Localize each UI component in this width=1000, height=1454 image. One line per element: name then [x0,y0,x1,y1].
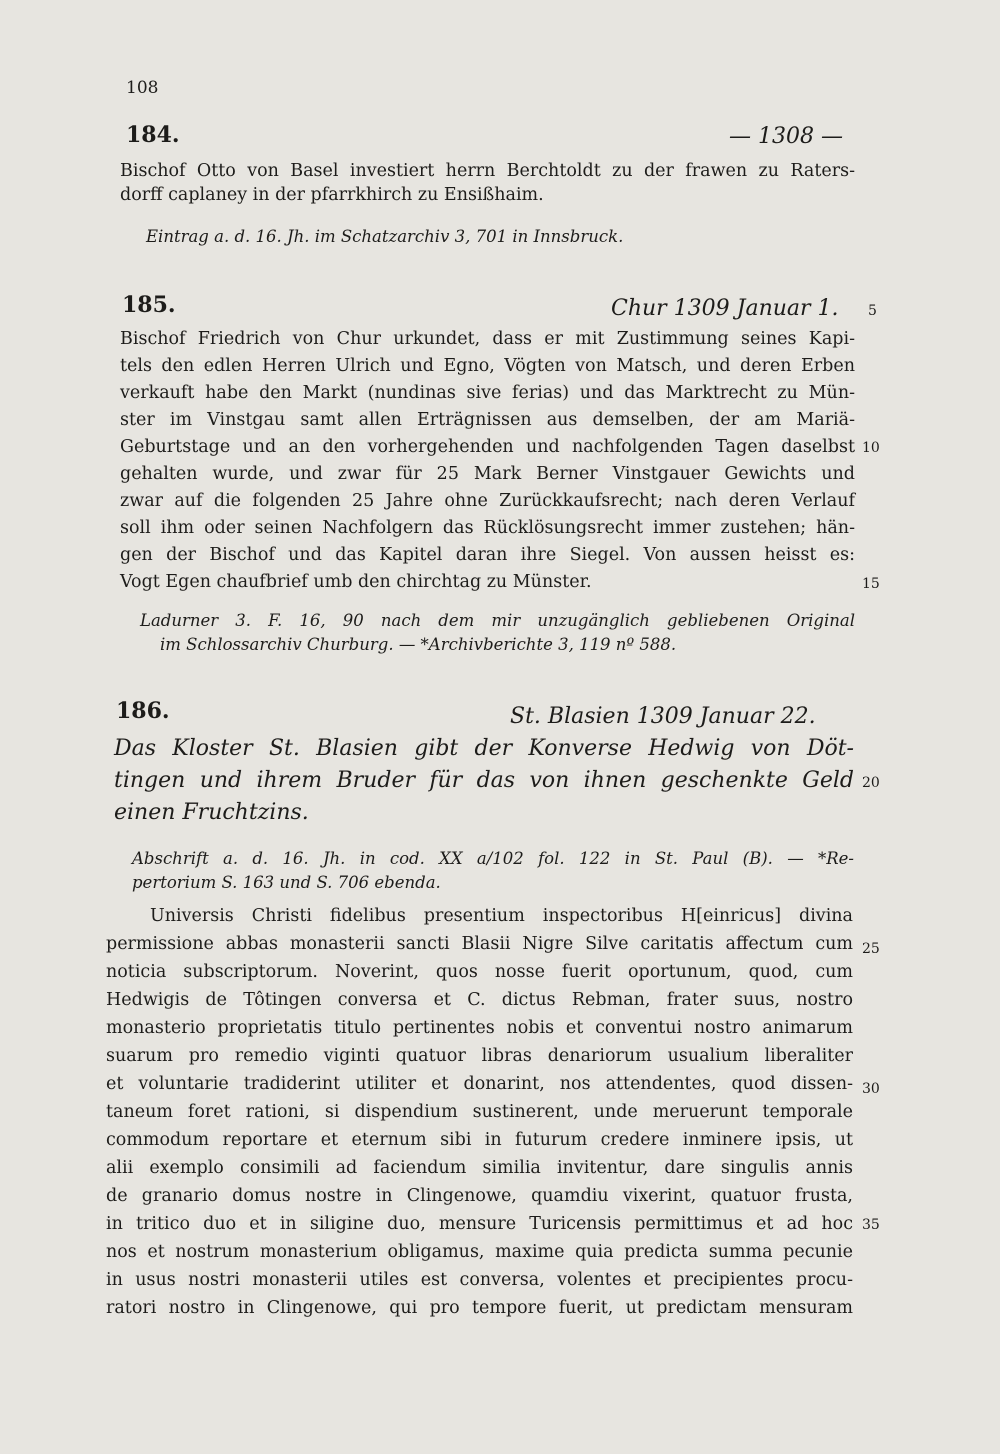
text-line: Geburtstage und an den vorhergehenden und nachfolgenden Tagen daselbst [120,437,855,457]
text-line: gehalten wurde, und zwar für 25 Mark Berner Vinstgauer Gewichts und [120,464,855,484]
source-line: Ladurner 3. F. 16, 90 nach dem mir unzugänglich gebliebenen Original [140,611,855,630]
text-line: verkauft habe den Markt (nundinas sive ferias) und das Marktrecht zu Mün- [120,383,855,403]
text-line: noticia subscriptorum. Noverint, quos nosse fuerit oportunum, quod, cum [106,962,853,982]
text-line: ratori nostro in Clingenowe, qui pro tempore fuerit, ut predictam mensuram [106,1298,853,1318]
text-line: taneum foret rationi, si dispendium sustinerent, unde meruerunt temporale [106,1102,853,1122]
text-line: permissione abbas monasterii sancti Blasii Nigre Silve caritatis affectum cum [106,934,853,954]
text-line: nos et nostrum monasterium obligamus, maxime quia predicta summa pecunie [106,1242,853,1262]
margin-line-number: 25 [862,941,880,957]
source-line: pertorium S. 163 und S. 706 ebenda. [132,873,441,892]
text-line: de granario domus nostre in Clingenowe, quamdiu vixerint, quatuor frusta, [106,1186,853,1206]
text-line: et voluntarie tradiderint utiliter et donarint, nos attendentes, quod dissen- [106,1074,853,1094]
text-line: monasterio proprietatis titulo pertinentes nobis et conventui nostro animarum [106,1018,853,1038]
entry-date: St. Blasien 1309 Januar 22. [510,704,816,729]
text-line: alii exemplo consimili ad faciendum similia invitentur, dare singulis annis [106,1158,853,1178]
text-line: Bischof Friedrich von Chur urkundet, dass er mit Zustimmung seines Kapi- [120,329,855,349]
source-line: Abschrift a. d. 16. Jh. in cod. XX a/102 fol. 122 in St. Paul (B). — *Re- [132,849,854,868]
margin-line-number: 10 [862,440,880,456]
text-line: soll ihm oder seinen Nachfolgern das Rücklösungsrecht immer zustehen; hän- [120,518,855,538]
text-line: tels den edlen Herren Ulrich und Egno, Vögten von Matsch, und deren Erben [120,356,855,376]
text-line: Vogt Egen chaufbrief umb den chirchtag zu Münster. [120,572,592,592]
text-line: gen der Bischof und das Kapitel daran ihre Siegel. Von aussen heisst es: [120,545,855,565]
margin-line-number: 15 [862,576,880,592]
text-line: suarum pro remedio viginti quatuor libras denariorum usualium liberaliter [106,1046,853,1066]
text-line: dorff caplaney in der pfarrkhirch zu Ensißhaim. [120,185,544,205]
margin-line-number: 5 [868,303,877,319]
margin-line-number: 35 [862,1217,880,1233]
entry-number: 185. [122,292,176,318]
text-line: commodum reportare et eternum sibi in futurum credere inminere ipsis, ut [106,1130,853,1150]
margin-line-number: 20 [862,775,880,791]
regest-line: Das Kloster St. Blasien gibt der Konverse Hedwig von Döt- [114,736,854,761]
entry-date: Chur 1309 Januar 1. [611,296,839,321]
source-line: im Schlossarchiv Churburg. — *Archivberichte 3, 119 nº 588. [160,635,677,654]
text-line: ster im Vinstgau samt allen Erträgnissen aus demselben, der am Mariä- [120,410,855,430]
text-line: in usus nostri monasterii utiles est conversa, volentes et precipientes procu- [106,1270,853,1290]
text-line: in tritico duo et in siligine duo, mensure Turicensis permittimus et ad hoc [106,1214,853,1234]
text-line: Universis Christi fidelibus presentium inspectoribus H[einricus] divina [150,906,853,926]
text-line: Bischof Otto von Basel investiert herrn Berchtoldt zu der frawen zu Raters- [120,161,855,181]
regest-line: tingen und ihrem Bruder für das von ihnen geschenkte Geld [114,768,854,793]
regest-line: einen Fruchtzins. [114,800,309,825]
margin-line-number: 30 [862,1081,880,1097]
text-line: Hedwigis de Tôtingen conversa et C. dictus Rebman, frater suus, nostro [106,990,853,1010]
page-number: 108 [126,78,159,98]
source-line: Eintrag a. d. 16. Jh. im Schatzarchiv 3, 701 in Innsbruck. [146,227,624,246]
entry-number: 186. [116,698,170,724]
entry-date: — 1308 — [729,124,843,149]
entry-number: 184. [126,122,180,148]
text-line: zwar auf die folgenden 25 Jahre ohne Zurückkaufsrecht; nach deren Verlauf [120,491,855,511]
